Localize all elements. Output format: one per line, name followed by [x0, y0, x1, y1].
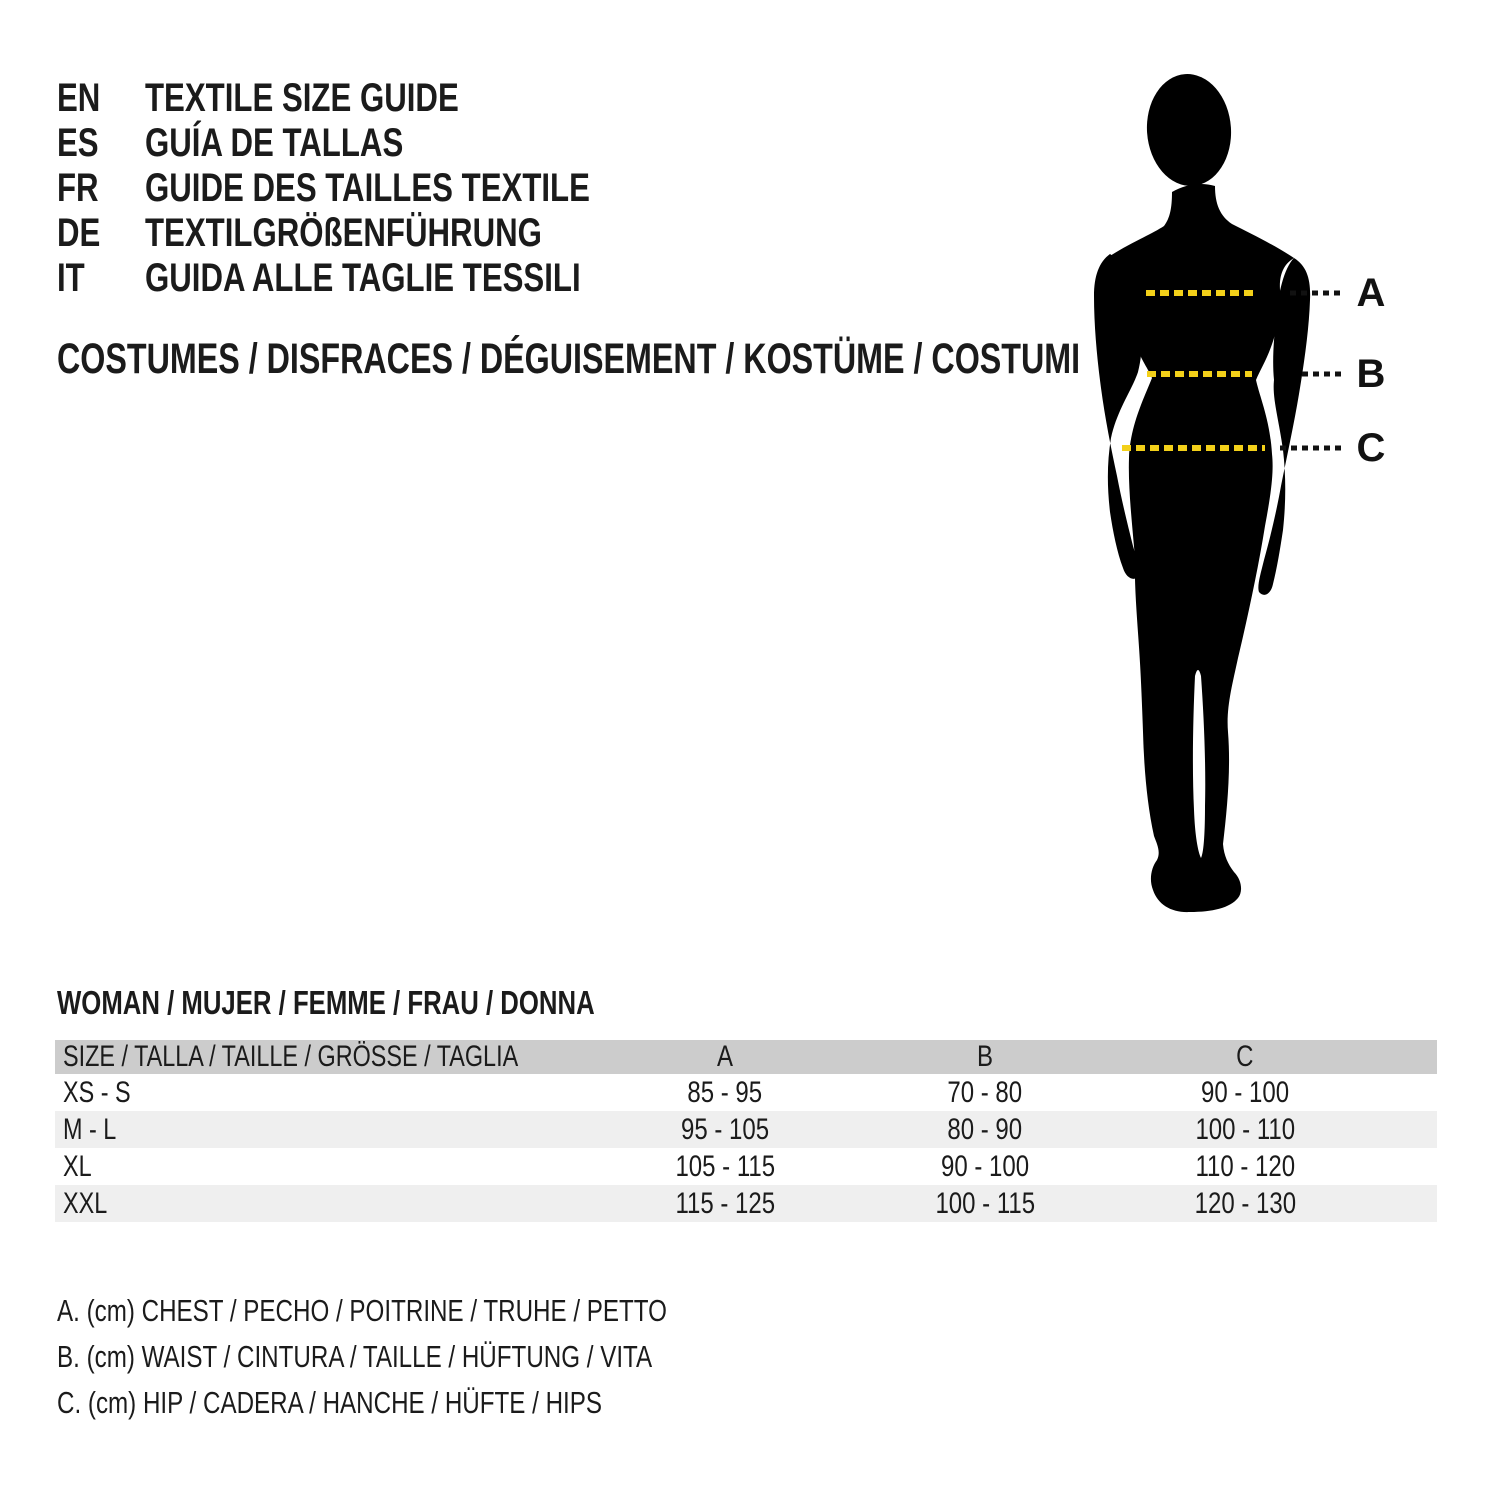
cell-a: 95 - 105	[680, 1112, 770, 1146]
legend-item-hip: C. (cm) HIP / CADERA / HANCHE / HÜFTE / HIPS	[57, 1385, 603, 1420]
cell-a: 85 - 95	[687, 1075, 763, 1109]
language-title: GUÍA DE TALLAS	[145, 121, 404, 165]
language-code: IT	[57, 256, 85, 300]
table-header-row	[55, 1040, 1437, 1074]
language-row-en	[57, 76, 715, 121]
language-code: FR	[57, 166, 99, 210]
table-row	[55, 1185, 1437, 1222]
header-c: C	[1236, 1040, 1254, 1073]
legend-item-chest: A. (cm) CHEST / PECHO / POITRINE / TRUHE / PETTO	[57, 1293, 667, 1328]
size-table	[55, 1040, 1437, 1222]
cell-size: XS - S	[63, 1075, 131, 1109]
marker-label-a: A	[1356, 271, 1386, 315]
woman-silhouette-graphic	[1068, 68, 1388, 918]
language-code: ES	[57, 121, 99, 165]
cell-b: 90 - 100	[940, 1149, 1030, 1183]
language-row-it	[57, 256, 715, 301]
cell-c: 120 - 130	[1194, 1186, 1296, 1220]
marker-label-c: C	[1356, 426, 1386, 470]
table-row	[55, 1074, 1437, 1111]
cell-size: XL	[63, 1149, 92, 1183]
language-title: TEXTILE SIZE GUIDE	[145, 76, 459, 120]
cell-b: 100 - 115	[935, 1186, 1035, 1220]
header-size: SIZE / TALLA / TAILLE / GRÖSSE / TAGLIA	[63, 1040, 519, 1073]
cell-a: 115 - 125	[675, 1186, 775, 1220]
cell-c: 100 - 110	[1195, 1112, 1295, 1146]
legend-item-waist: B. (cm) WAIST / CINTURA / TAILLE / HÜFTUNG / VITA	[57, 1339, 653, 1374]
language-title: GUIDE DES TAILLES TEXTILE	[145, 166, 590, 210]
language-row-es	[57, 121, 715, 166]
language-code: EN	[57, 76, 101, 120]
group-title: WOMAN / MUJER / FEMME / FRAU / DONNA	[57, 984, 595, 1021]
measurement-figure	[1068, 68, 1388, 918]
language-row-de	[57, 211, 715, 256]
category-line: COSTUMES / DISFRACES / DÉGUISEMENT / KOSTÜME / COSTUMI	[57, 335, 1081, 383]
header-a: A	[716, 1040, 733, 1073]
marker-label-b: B	[1356, 352, 1386, 396]
cell-b: 80 - 90	[947, 1112, 1023, 1146]
cell-c: 90 - 100	[1200, 1075, 1290, 1109]
language-code: DE	[57, 211, 101, 255]
cell-size: M - L	[63, 1112, 117, 1146]
cell-c: 110 - 120	[1195, 1149, 1295, 1183]
language-title: GUIDA ALLE TAGLIE TESSILI	[145, 256, 581, 300]
table-row	[55, 1111, 1437, 1148]
silhouette-head	[1143, 71, 1235, 189]
table-row	[55, 1148, 1437, 1185]
language-row-fr	[57, 166, 715, 211]
header-b: B	[976, 1040, 993, 1073]
measurement-legend	[57, 1288, 839, 1426]
language-title-list	[57, 76, 715, 301]
language-title: TEXTILGRÖßENFÜHRUNG	[145, 211, 542, 255]
cell-a: 105 - 115	[675, 1149, 775, 1183]
cell-size: XXL	[63, 1186, 108, 1220]
cell-b: 70 - 80	[947, 1075, 1023, 1109]
